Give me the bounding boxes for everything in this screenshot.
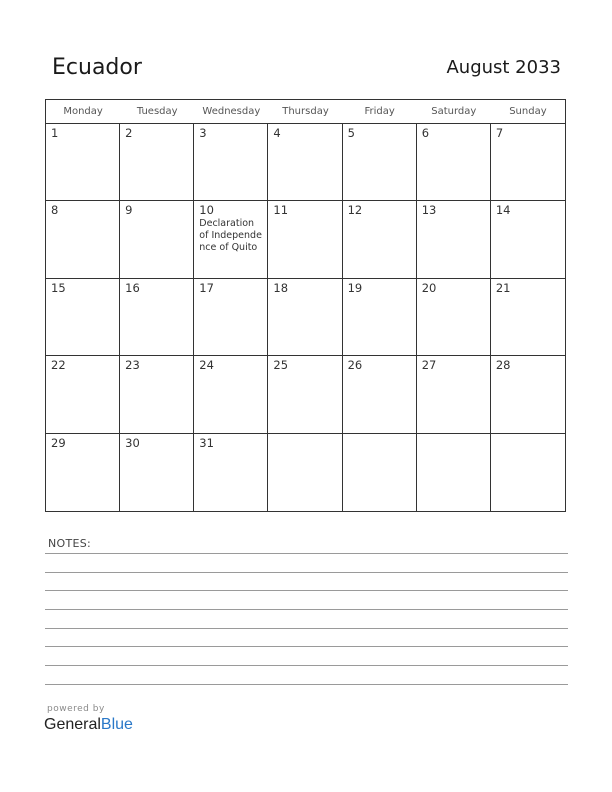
- day-number: 7: [495, 126, 504, 140]
- day-cell: [343, 201, 417, 278]
- day-cell: [268, 124, 342, 201]
- days-grid: [46, 124, 565, 511]
- day-number: 22: [51, 358, 66, 373]
- weekday-saturday: Saturday: [431, 106, 477, 117]
- day-number: 29: [51, 435, 66, 450]
- day-cell: [268, 279, 342, 356]
- day-cell: [46, 279, 120, 356]
- day-cell: [46, 201, 120, 278]
- day-number: 25: [273, 358, 289, 373]
- day-cell: [491, 279, 565, 356]
- day-cell: [417, 356, 491, 433]
- day-number: 11: [273, 203, 289, 218]
- day-number: 6: [421, 126, 430, 140]
- day-cell: [120, 356, 194, 433]
- day-number: 1: [51, 126, 59, 140]
- day-number: 10: [199, 203, 214, 218]
- day-number: 4: [273, 126, 281, 140]
- brand-name-part2: Blue: [100, 716, 133, 733]
- day-cell: [120, 124, 194, 201]
- notes-line: [45, 553, 568, 554]
- day-cell: [120, 201, 194, 278]
- notes-line: [45, 572, 568, 573]
- day-cell: [46, 356, 120, 433]
- day-cell: [343, 279, 417, 356]
- day-cell: [343, 434, 417, 511]
- weekday-tuesday: Tuesday: [136, 106, 178, 117]
- day-number: 31: [199, 435, 214, 450]
- brand-logo: [44, 716, 133, 734]
- brand-name-part1: General: [44, 716, 101, 733]
- day-cell: [491, 124, 565, 201]
- notes-line: [45, 590, 568, 591]
- day-cell: [343, 356, 417, 433]
- day-number: 9: [125, 203, 133, 218]
- weekday-friday: Friday: [364, 106, 395, 117]
- day-number: 24: [199, 358, 214, 373]
- day-number: 26: [347, 358, 363, 373]
- day-cell: [46, 434, 120, 511]
- day-cell: [194, 279, 268, 356]
- day-cell: [343, 124, 417, 201]
- day-number: 30: [125, 435, 140, 450]
- day-number: 15: [51, 280, 66, 295]
- day-cell: [268, 356, 342, 433]
- day-number: 13: [421, 203, 437, 218]
- notes-line: [45, 646, 568, 647]
- day-cell: [194, 124, 268, 201]
- day-cell: [491, 356, 565, 433]
- day-cell: [417, 434, 491, 511]
- day-number: 21: [495, 280, 511, 295]
- powered-by-text: powered by: [47, 704, 105, 714]
- day-cell: [268, 434, 342, 511]
- weekday-sunday: Sunday: [509, 106, 547, 117]
- weekday-monday: Monday: [63, 106, 103, 117]
- day-number: 27: [421, 358, 437, 373]
- weekday-thursday: Thursday: [282, 106, 329, 117]
- day-number: 16: [125, 280, 140, 295]
- day-number: 18: [273, 280, 289, 295]
- weekday-header-row: [46, 100, 565, 124]
- day-cell: [46, 124, 120, 201]
- day-number: 28: [495, 358, 511, 373]
- day-cell: [491, 201, 565, 278]
- day-number: 12: [347, 203, 363, 218]
- day-number: 23: [125, 358, 140, 373]
- day-number: 19: [347, 280, 363, 295]
- notes-line: [45, 609, 568, 610]
- day-cell: [417, 201, 491, 278]
- notes-line: [45, 684, 568, 685]
- day-cell: [268, 201, 342, 278]
- weekday-wednesday: Wednesday: [202, 106, 261, 117]
- day-number: 8: [51, 203, 59, 218]
- day-cell: [120, 279, 194, 356]
- day-number: 2: [125, 126, 133, 140]
- notes-line: [45, 665, 568, 666]
- day-cell: [417, 279, 491, 356]
- day-cell: [120, 434, 194, 511]
- day-number: 14: [495, 203, 511, 218]
- notes-label: NOTES:: [48, 537, 92, 550]
- calendar-grid: [45, 99, 566, 512]
- day-number: 5: [347, 126, 355, 140]
- country-title: Ecuador: [52, 55, 142, 80]
- holiday-label: Declaration of Independence of Quito: [199, 218, 262, 254]
- day-cell: [194, 201, 268, 278]
- day-number: 20: [421, 280, 437, 295]
- day-cell: [491, 434, 565, 511]
- notes-line: [45, 628, 568, 629]
- day-number: 17: [199, 280, 214, 295]
- day-cell: [194, 356, 268, 433]
- month-title: August 2033: [446, 57, 561, 78]
- day-number: 3: [199, 126, 207, 140]
- day-cell: [194, 434, 268, 511]
- day-cell: [417, 124, 491, 201]
